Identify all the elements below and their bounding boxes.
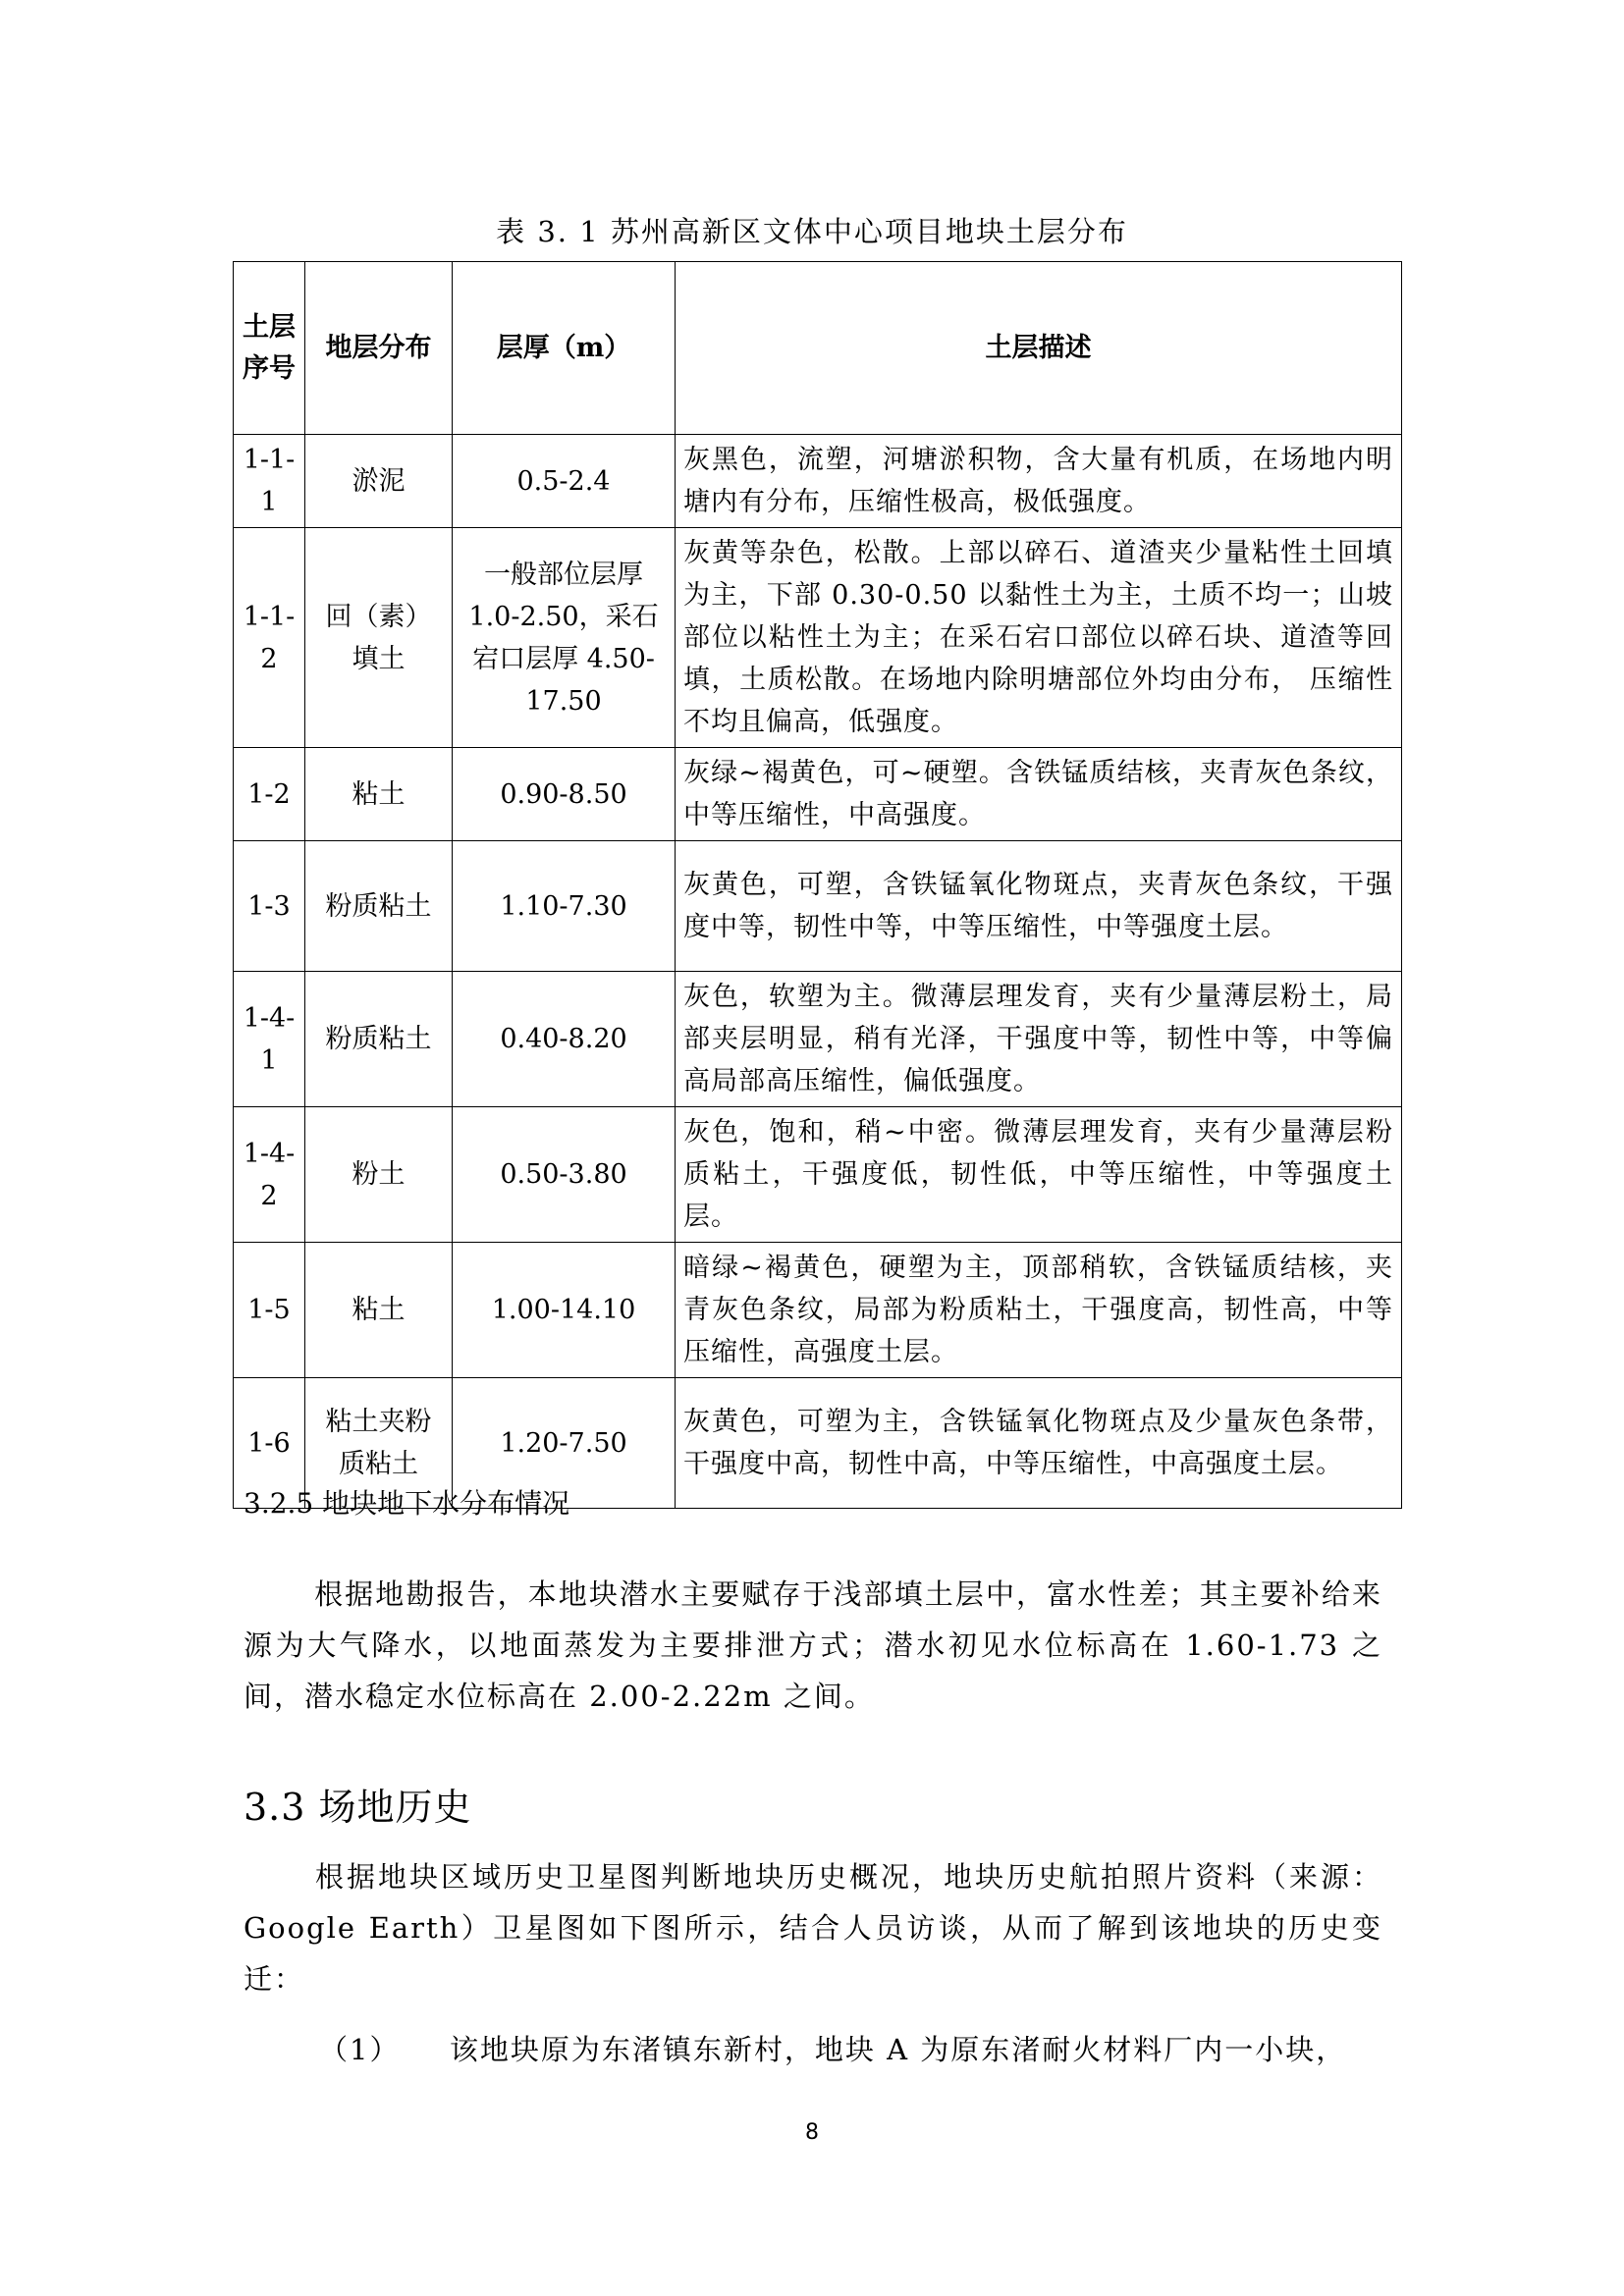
cell-seq: 1-3 [234,841,305,972]
cell-seq: 1-4-1 [234,972,305,1107]
cell-seq: 1-6 [234,1378,305,1509]
table-row [234,972,1402,1107]
cell-thickness: 一般部位层厚 1.0-2.50，采石宕口层厚 4.50-17.50 [453,528,676,748]
cell-description: 灰黄等杂色，松散。上部以碎石、道渣夹少量粘性土回填为主，下部 0.30-0.50 以黏性土为主，土质不均一；山坡部位以粘性土为主；在采石宕口部位以碎石块、道渣等回填，土质松散。在场地内除明塘部位外均由分布， 压缩性不均且偏高，低强度。 [676,528,1402,748]
history-list-item [319,2028,1346,2068]
cell-name: 粘土夹粉质粘土 [305,1378,453,1509]
list-item-text: 该地块原为东渚镇东新村，地块 A 为原东渚耐火材料厂内一小块， [449,2033,1347,2066]
table-row [234,435,1402,528]
header-seq: 土层序号 [234,262,305,435]
cell-thickness: 1.00-14.10 [453,1243,676,1378]
cell-name: 回（素）填土 [305,528,453,748]
table-caption: 表 3. 1 苏州高新区文体中心项目地块土层分布 [496,215,1128,248]
cell-name: 淤泥 [305,435,453,528]
site-history-paragraph-text: 根据地块区域历史卫星图判断地块历史概况，地块历史航拍照片资料（来源：Google Earth）卫星图如下图所示，结合人员访谈，从而了解到该地块的历史变迁： [244,1860,1382,1996]
list-item-label: （1） [319,2033,401,2066]
cell-thickness: 1.20-7.50 [453,1378,676,1509]
page-number: 8 [805,2120,819,2145]
groundwater-paragraph-text: 根据地勘报告，本地块潜水主要赋存于浅部填土层中，富水性差；其主要补给来源为大气降水，以地面蒸发为主要排泄方式；潜水初见水位标高在 1.60-1.73 之间，潜水稳定水位标高在 2.00-2.22m 之间。 [244,1577,1382,1713]
groundwater-paragraph [244,1569,1382,1722]
table-row [234,1107,1402,1243]
cell-seq: 1-2 [234,748,305,841]
cell-description: 灰黄色，可塑为主，含铁锰氧化物斑点及少量灰色条带，干强度中高，韧性中高，中等压缩性，中高强度土层。 [676,1378,1402,1509]
table-row [234,748,1402,841]
section-heading-site-history: 3.3 场地历史 [244,1786,472,1829]
table-row [234,528,1402,748]
header-name: 地层分布 [305,262,453,435]
cell-thickness: 1.10-7.30 [453,841,676,972]
table-header-row [234,262,1402,435]
table-row [234,841,1402,972]
section-heading-groundwater: 3.2.5 地块地下水分布情况 [244,1487,570,1520]
soil-layer-table [233,261,1402,1509]
cell-description: 灰色，饱和，稍~中密。微薄层理发育，夹有少量薄层粉质粘土，干强度低，韧性低，中等压缩性，中等强度土层。 [676,1107,1402,1243]
cell-description: 灰黄色，可塑，含铁锰氧化物斑点，夹青灰色条纹，干强度中等，韧性中等，中等压缩性，中等强度土层。 [676,841,1402,972]
cell-thickness: 0.5-2.4 [453,435,676,528]
cell-description: 灰色，软塑为主。微薄层理发育，夹有少量薄层粉土，局部夹层明显，稍有光泽，干强度中等，韧性中等，中等偏高局部高压缩性，偏低强度。 [676,972,1402,1107]
cell-seq: 1-1-1 [234,435,305,528]
cell-name: 粉质粘土 [305,841,453,972]
cell-description: 灰黑色，流塑，河塘淤积物，含大量有机质，在场地内明塘内有分布，压缩性极高，极低强度。 [676,435,1402,528]
header-description: 土层描述 [676,262,1402,435]
cell-name: 粘土 [305,748,453,841]
cell-thickness: 0.40-8.20 [453,972,676,1107]
cell-seq: 1-1-2 [234,528,305,748]
cell-seq: 1-5 [234,1243,305,1378]
cell-description: 暗绿~褐黄色，硬塑为主，顶部稍软，含铁锰质结核，夹青灰色条纹，局部为粉质粘土，干强度高，韧性高，中等压缩性，高强度土层。 [676,1243,1402,1378]
cell-thickness: 0.90-8.50 [453,748,676,841]
table-row [234,1243,1402,1378]
cell-thickness: 0.50-3.80 [453,1107,676,1243]
cell-name: 粉土 [305,1107,453,1243]
header-thickness: 层厚（m） [453,262,676,435]
cell-description: 灰绿~褐黄色，可~硬塑。含铁锰质结核，夹青灰色条纹，中等压缩性，中高强度。 [676,748,1402,841]
site-history-paragraph [244,1851,1382,2004]
cell-seq: 1-4-2 [234,1107,305,1243]
cell-name: 粉质粘土 [305,972,453,1107]
cell-name: 粘土 [305,1243,453,1378]
